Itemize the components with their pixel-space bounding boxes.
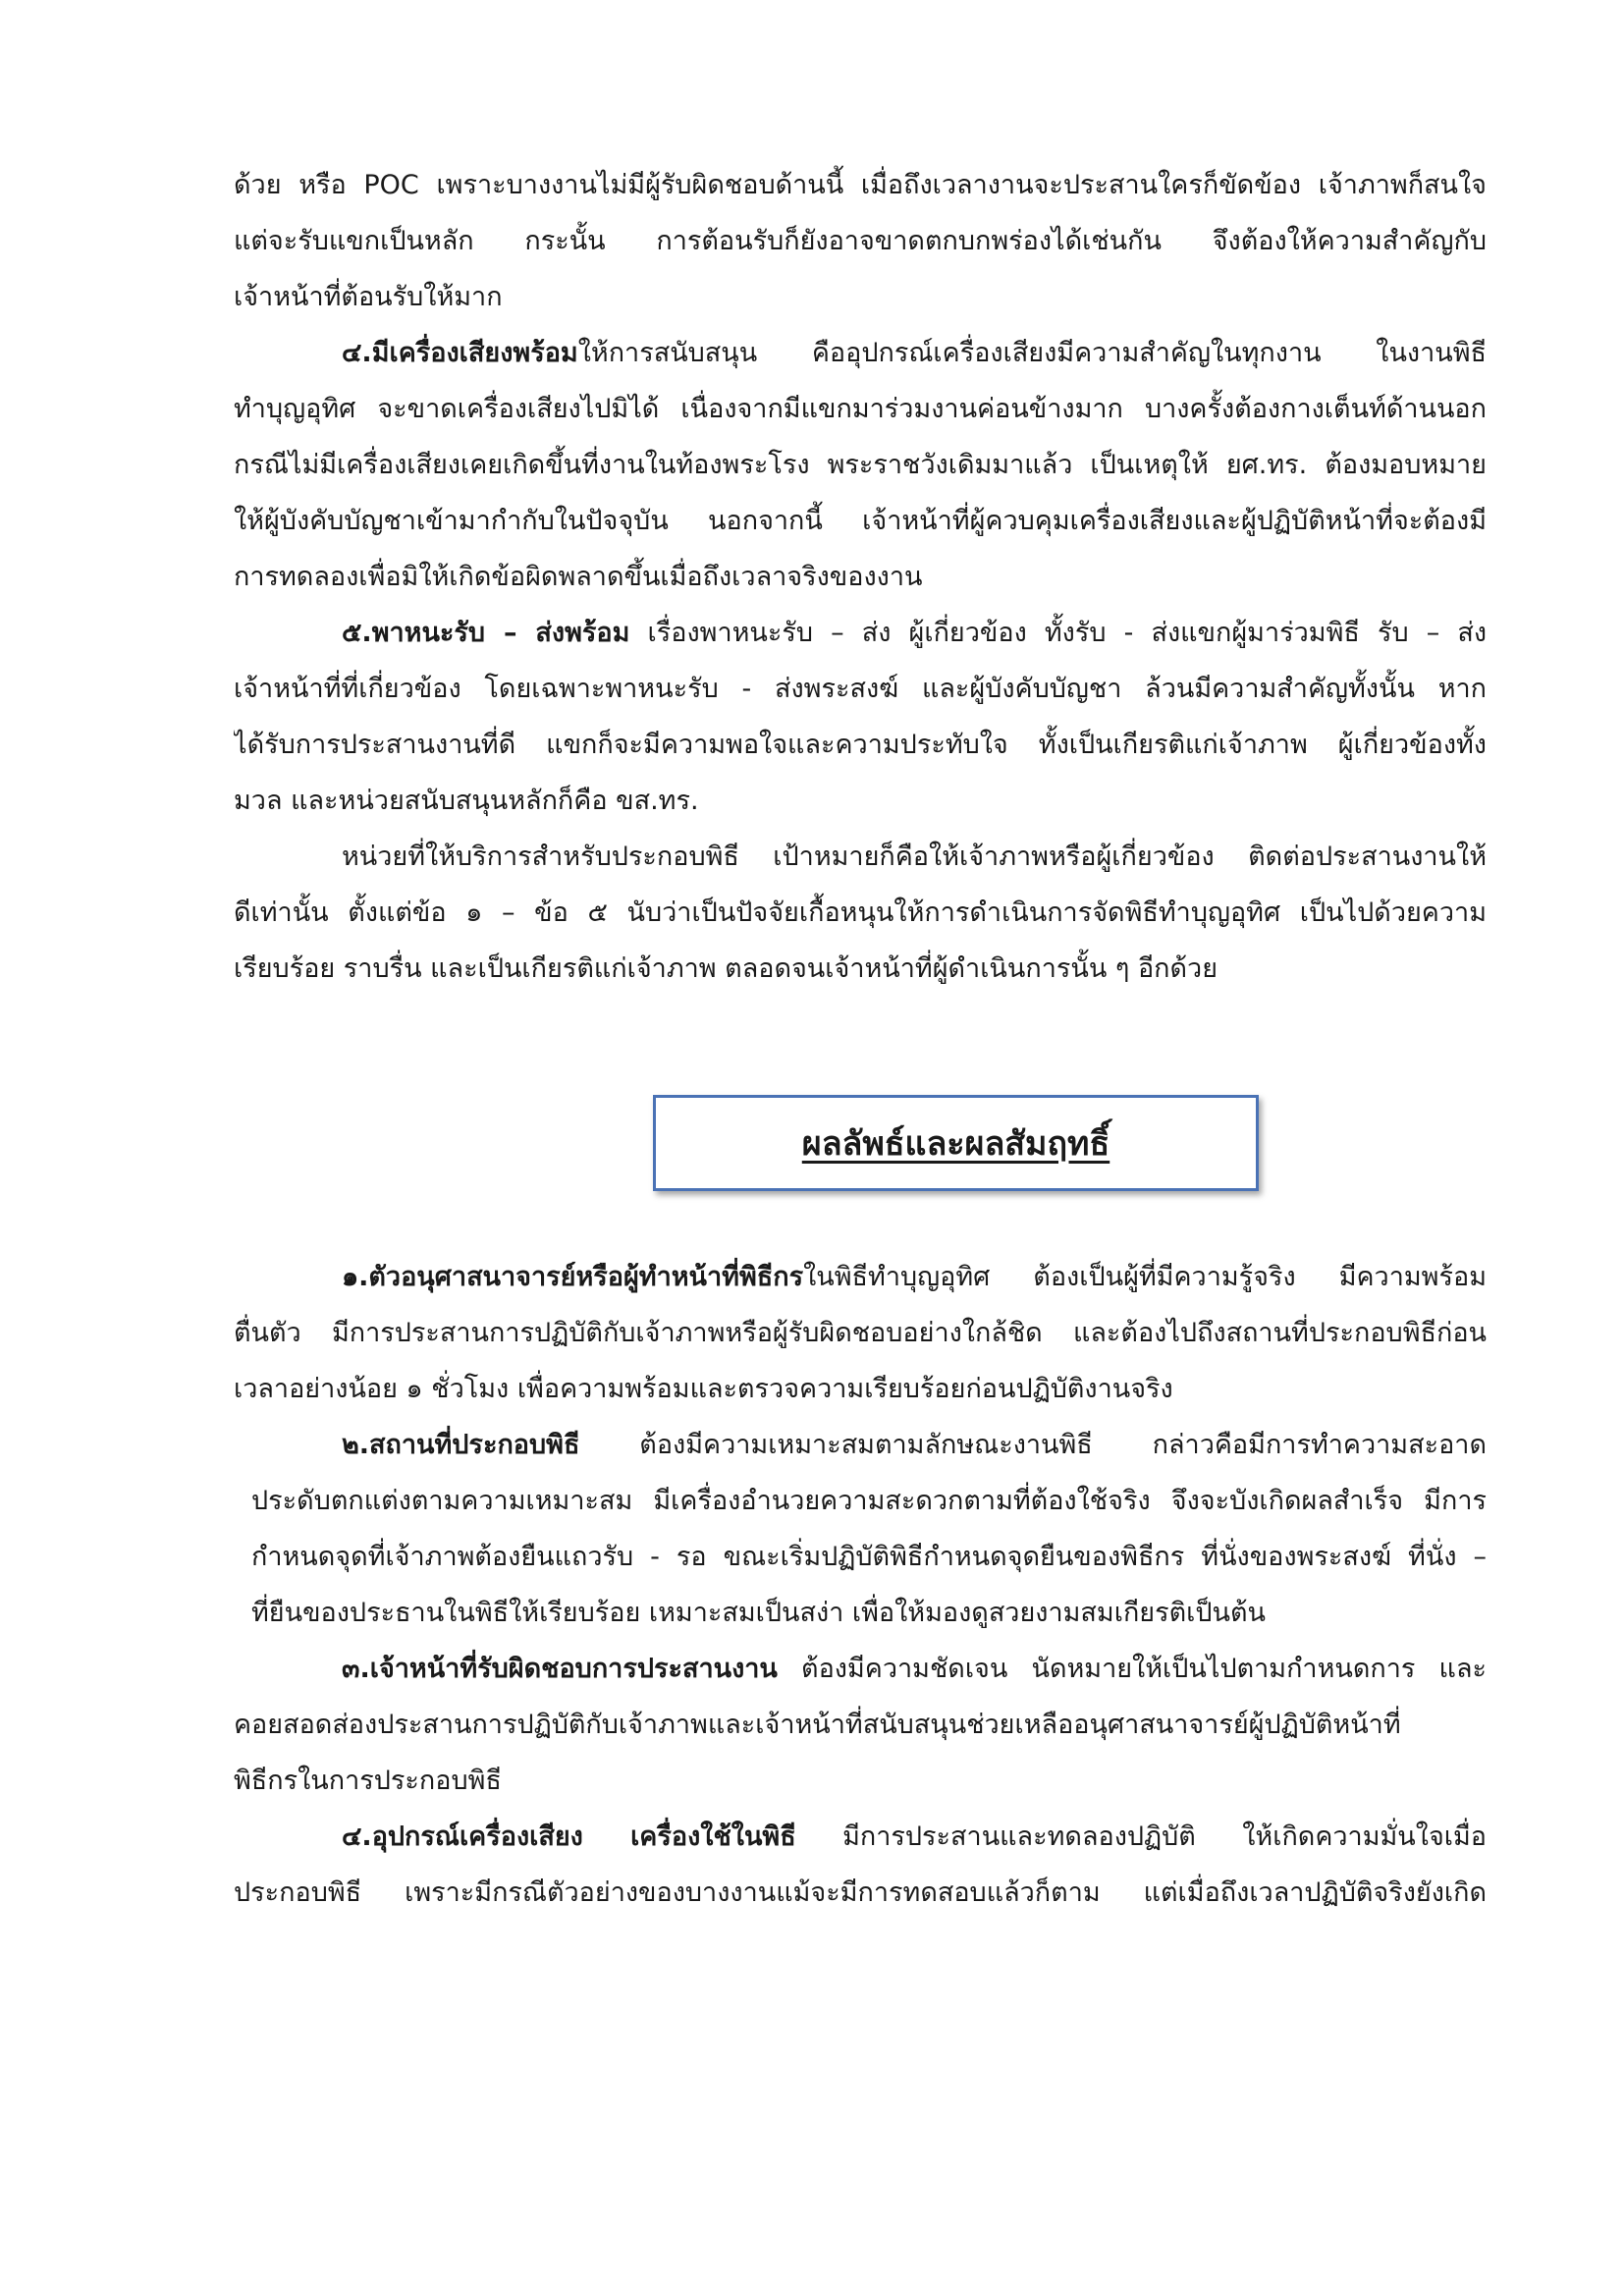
result-1-text: ในพิธีทำบุญอุทิศ ต้องเป็นผู้ที่มีความรู้จริง มีความพร้อม [803,1262,1487,1292]
paragraph-line: เจ้าหน้าที่ต้อนรับให้มาก [234,282,503,312]
result-1-heading: ๑.ตัวอนุศาสนาจารย์หรือผู้ทำหน้าที่พิธีกร [342,1262,804,1292]
item-5-text: เรื่องพาหนะรับ – ส่ง ผู้เกี่ยวข้อง ทั้งรับ - ส่งแขกผู้มาร่วมพิธี รับ – ส่ง [629,618,1487,648]
paragraph-line: ทำบุญอุทิศ จะขาดเครื่องเสียงไปมิได้ เนื่องจากมีแขกมาร่วมงานค่อนข้างมาก บางครั้งต้องกางเต็นท์ด้านนอก [234,394,1487,424]
paragraph-line: พิธีกรในการประกอบพิธี [234,1766,502,1796]
result-2-heading: ๒.สถานที่ประกอบพิธี [342,1430,580,1460]
top-text-block [234,157,1487,997]
paragraph-line: ได้รับการประสานงานที่ดี แขกก็จะมีความพอใจและความประทับใจ ทั้งเป็นเกียรติแก่เจ้าภาพ ผู้เกี่ยวข้องทั้ง [234,730,1487,760]
paragraph-line: หน่วยที่ให้บริการสำหรับประกอบพิธี เป้าหมายก็คือให้เจ้าภาพหรือผู้เกี่ยวข้อง ติดต่อประสานงานให้ [342,842,1487,872]
result-1-first-line [234,1249,1487,1305]
paragraph-line: ดีเท่านั้น ตั้งแต่ข้อ ๑ – ข้อ ๕ นับว่าเป็นปัจจัยเกื้อหนุนให้การดำเนินการจัดพิธีทำบุญอุทิศ เป็นไปด้วยความ [234,898,1487,928]
paragraph-line: กรณีไม่มีเครื่องเสียงเคยเกิดขึ้นที่งานในท้องพระโรง พระราชวังเดิมมาแล้ว เป็นเหตุให้ ยศ.ทร. ต้องมอบหมาย [234,450,1487,480]
paragraph-line: คอยสอดส่องประสานการปฏิบัติกับเจ้าภาพและเจ้าหน้าที่สนับสนุนช่วยเหลืออนุศาสนาจารย์ผู้ปฏิบัติหน้าที่ [234,1710,1401,1740]
paragraph-line: การทดลองเพื่อมิให้เกิดข้อผิดพลาดขึ้นเมื่อถึงเวลาจริงของงาน [234,562,923,592]
result-3-text: ต้องมีความชัดเจน นัดหมายให้เป็นไปตามกำหนดการ และ [777,1654,1487,1684]
paragraph-line: เรียบร้อย ราบรื่น และเป็นเกียรติแก่เจ้าภาพ ตลอดจนเจ้าหน้าที่ผู้ดำเนินการนั้น ๆ อีกด้วย [234,953,1218,984]
paragraph-line: ที่ยืนของประธานในพิธีให้เรียบร้อย เหมาะสมเป็นสง่า เพื่อให้มองดูสวยงามสมเกียรติเป็นต้น [251,1598,1266,1628]
item-4-first-line [234,325,1487,381]
result-2-first-line [234,1417,1487,1473]
paragraph-line: ด้วย หรือ POC เพราะบางงานไม่มีผู้รับผิดชอบด้านนี้ เมื่อถึงเวลางานจะประสานใครก็ขัดข้อง เจ้าภาพก็สนใจ [234,170,1487,200]
result-2-text: ต้องมีความเหมาะสมตามลักษณะงานพิธี กล่าวคือมีการทำความสะอาด [579,1430,1487,1460]
result-3-first-line [234,1641,1487,1697]
paragraph-line: กำหนดจุดที่เจ้าภาพต้องยืนแถวรับ - รอ ขณะเริ่มปฏิบัติพิธีกำหนดจุดยืนของพิธีกร ที่นั่งของพระสงฆ์ ที่นั่ง – [251,1542,1487,1572]
section-heading: ผลลัพธ์และผลสัมฤทธิ์ [801,1124,1110,1164]
item-4-text: ให้การสนับสนุน คืออุปกรณ์เครื่องเสียงมีความสำคัญในทุกงาน ในงานพิธี [577,338,1487,368]
result-3-heading: ๓.เจ้าหน้าที่รับผิดชอบการประสานงาน [342,1654,778,1684]
paragraph-line: ให้ผู้บังคับบัญชาเข้ามากำกับในปัจจุบัน นอกจากนี้ เจ้าหน้าที่ผู้ควบคุมเครื่องเสียงและผู้ปฏิบัติหน้าที่จะต้องมี [234,506,1487,536]
paragraph-line: เวลาอย่างน้อย ๑ ชั่วโมง เพื่อความพร้อมและตรวจความเรียบร้อยก่อนปฏิบัติงานจริง [234,1374,1173,1404]
results-text-block [234,1249,1487,1921]
paragraph-line: ประกอบพิธี เพราะมีกรณีตัวอย่างของบางงานแม้จะมีการทดสอบแล้วก็ตาม แต่เมื่อถึงเวลาปฏิบัติจริงยังเกิด [234,1877,1487,1908]
result-4-heading: ๔.อุปกรณ์เครื่องเสียง เครื่องใช้ในพิธี [342,1822,796,1852]
paragraph-line: ประดับตกแต่งตามความเหมาะสม มีเครื่องอำนวยความสะดวกตามที่ต้องใช้จริง จึงจะบังเกิดผลสำเร็จ มีการ [251,1486,1487,1516]
result-4-first-line [234,1809,1487,1865]
result-4-text: มีการประสานและทดลองปฏิบัติ ให้เกิดความมั่นใจเมื่อ [795,1822,1487,1852]
paragraph-line: มวล และหน่วยสนับสนุนหลักก็คือ ขส.ทร. [234,786,699,816]
paragraph-line: แต่จะรับแขกเป็นหลัก กระนั้น การต้อนรับก็ยังอาจขาดตกบกพร่องได้เช่นกัน จึงต้องให้ความสำคัญกับ [234,226,1487,256]
paragraph-line: เจ้าหน้าที่ที่เกี่ยวข้อง โดยเฉพาะพาหนะรับ - ส่งพระสงฆ์ และผู้บังคับบัญชา ล้วนมีความสำคัญทั้งนั้น หาก [234,674,1487,704]
item-5-first-line [234,605,1487,661]
item-4-heading: ๔.มีเครื่องเสียงพร้อม [342,338,578,368]
section-heading-box [653,1095,1259,1191]
paragraph-line: ตื่นตัว มีการประสานการปฏิบัติกับเจ้าภาพหรือผู้รับผิดชอบอย่างใกล้ชิด และต้องไปถึงสถานที่ประกอบพิธีก่อน [234,1318,1487,1348]
item-5-heading: ๕.พาหนะรับ – ส่งพร้อม [342,618,630,648]
